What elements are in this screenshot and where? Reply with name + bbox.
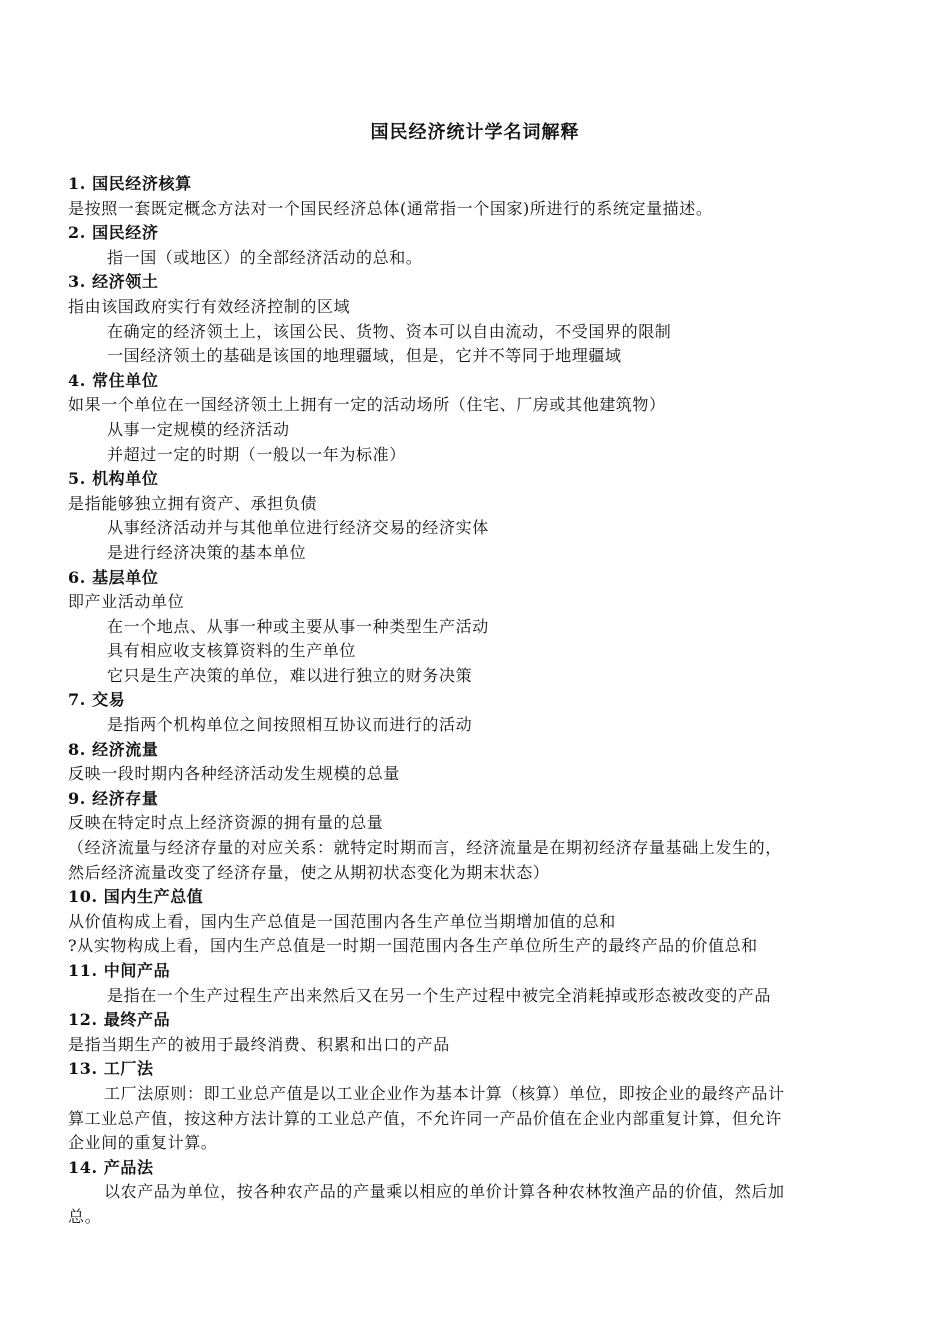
definition-line: 企业间的重复计算。 (68, 1133, 218, 1153)
definition-line: 反映一段时期内各种经济活动发生规模的总量 (68, 764, 401, 784)
page-title: 国民经济统计学名词解释 (370, 122, 580, 143)
term-heading: 4. 常住单位 (68, 370, 159, 390)
definition-line: 它只是生产决策的单位，难以进行独立的财务决策 (107, 665, 473, 685)
definition-line: 在确定的经济领土上，该国公民、货物、资本可以自由流动，不受国界的限制 (107, 321, 672, 341)
definition-line: 总。 (68, 1206, 102, 1226)
definition-line: 是按照一套既定概念方法对一个国民经济总体(通常指一个国家)所进行的系统定量描述。 (68, 198, 713, 218)
term-heading: 3. 经济领土 (68, 272, 159, 292)
definition-line: 是指两个机构单位之间按照相互协议而进行的活动 (107, 715, 473, 735)
definition-line: （经济流量与经济存量的对应关系：就特定时期而言，经济流量是在期初经济存量基础上发生的， (68, 838, 782, 858)
definition-line: 具有相应收支核算资料的生产单位 (107, 641, 357, 661)
term-heading: 8. 经济流量 (68, 739, 159, 759)
definition-line: 然后经济流量改变了经济存量，使之从期初状态变化为期末状态） (68, 862, 550, 882)
definition-line: 指一国（或地区）的全部经济活动的总和。 (107, 247, 423, 267)
term-heading: 7. 交易 (68, 690, 126, 710)
definition-line: 是指在一个生产过程生产出来然后又在另一个生产过程中被完全消耗掉或形态被改变的产品 (107, 985, 772, 1005)
term-heading: 10. 国内生产总值 (68, 887, 204, 907)
definition-line: 即产业活动单位 (68, 592, 185, 612)
term-heading: 14. 产品法 (68, 1157, 154, 1177)
definition-line: 指由该国政府实行有效经济控制的区域 (68, 296, 351, 316)
definition-line: 是指当期生产的被用于最终消费、积累和出口的产品 (68, 1034, 450, 1054)
term-heading: 11. 中间产品 (68, 961, 171, 980)
term-heading: 12. 最终产品 (68, 1010, 171, 1030)
definition-line: 反映在特定时点上经济资源的拥有量的总量 (68, 813, 384, 833)
definition-line: 工厂法原则：即工业总产值是以工业企业作为基本计算（核算）单位，即按企业的最终产品计 (104, 1083, 785, 1103)
definition-line: 算工业总产值，按这种方法计算的工业总产值，不允许同一产品价值在企业内部重复计算，但允许 (68, 1108, 782, 1128)
definition-line: 是进行经济决策的基本单位 (107, 542, 307, 562)
term-heading: 6. 基层单位 (68, 567, 159, 587)
definition-line: 从事经济活动并与其他单位进行经济交易的经济实体 (107, 518, 489, 538)
definition-line: 并超过一定的时期（一般以一年为标准） (107, 444, 406, 464)
term-heading: 2. 国民经济 (68, 223, 159, 243)
definition-line: 以农产品为单位，按各种农产品的产量乘以相应的单价计算各种农林牧渔产品的价值，然后加 (104, 1182, 785, 1202)
definition-line: 一国经济领土的基础是该国的地理疆域，但是，它并不等同于地理疆域 (107, 346, 622, 366)
definition-line: 从事一定规模的经济活动 (107, 419, 290, 439)
term-heading: 5. 机构单位 (68, 469, 159, 489)
definition-line: 从价值构成上看，国内生产总值是一国范围内各生产单位当期增加值的总和 (68, 911, 616, 931)
definition-line: 在一个地点、从事一种或主要从事一种类型生产活动 (107, 616, 489, 636)
glossary (68, 172, 888, 1230)
definition-line: 如果一个单位在一国经济领土上拥有一定的活动场所（住宅、厂房或其他建筑物） (68, 395, 666, 415)
term-heading: 9. 经济存量 (68, 788, 159, 808)
definition-line: ?从实物构成上看，国内生产总值是一时期一国范围内各生产单位所生产的最终产品的价值总和 (68, 936, 758, 956)
term-heading: 1. 国民经济核算 (68, 174, 192, 193)
term-heading: 13. 工厂法 (68, 1059, 154, 1079)
definition-line: 是指能够独立拥有资产、承担负债 (68, 493, 318, 513)
